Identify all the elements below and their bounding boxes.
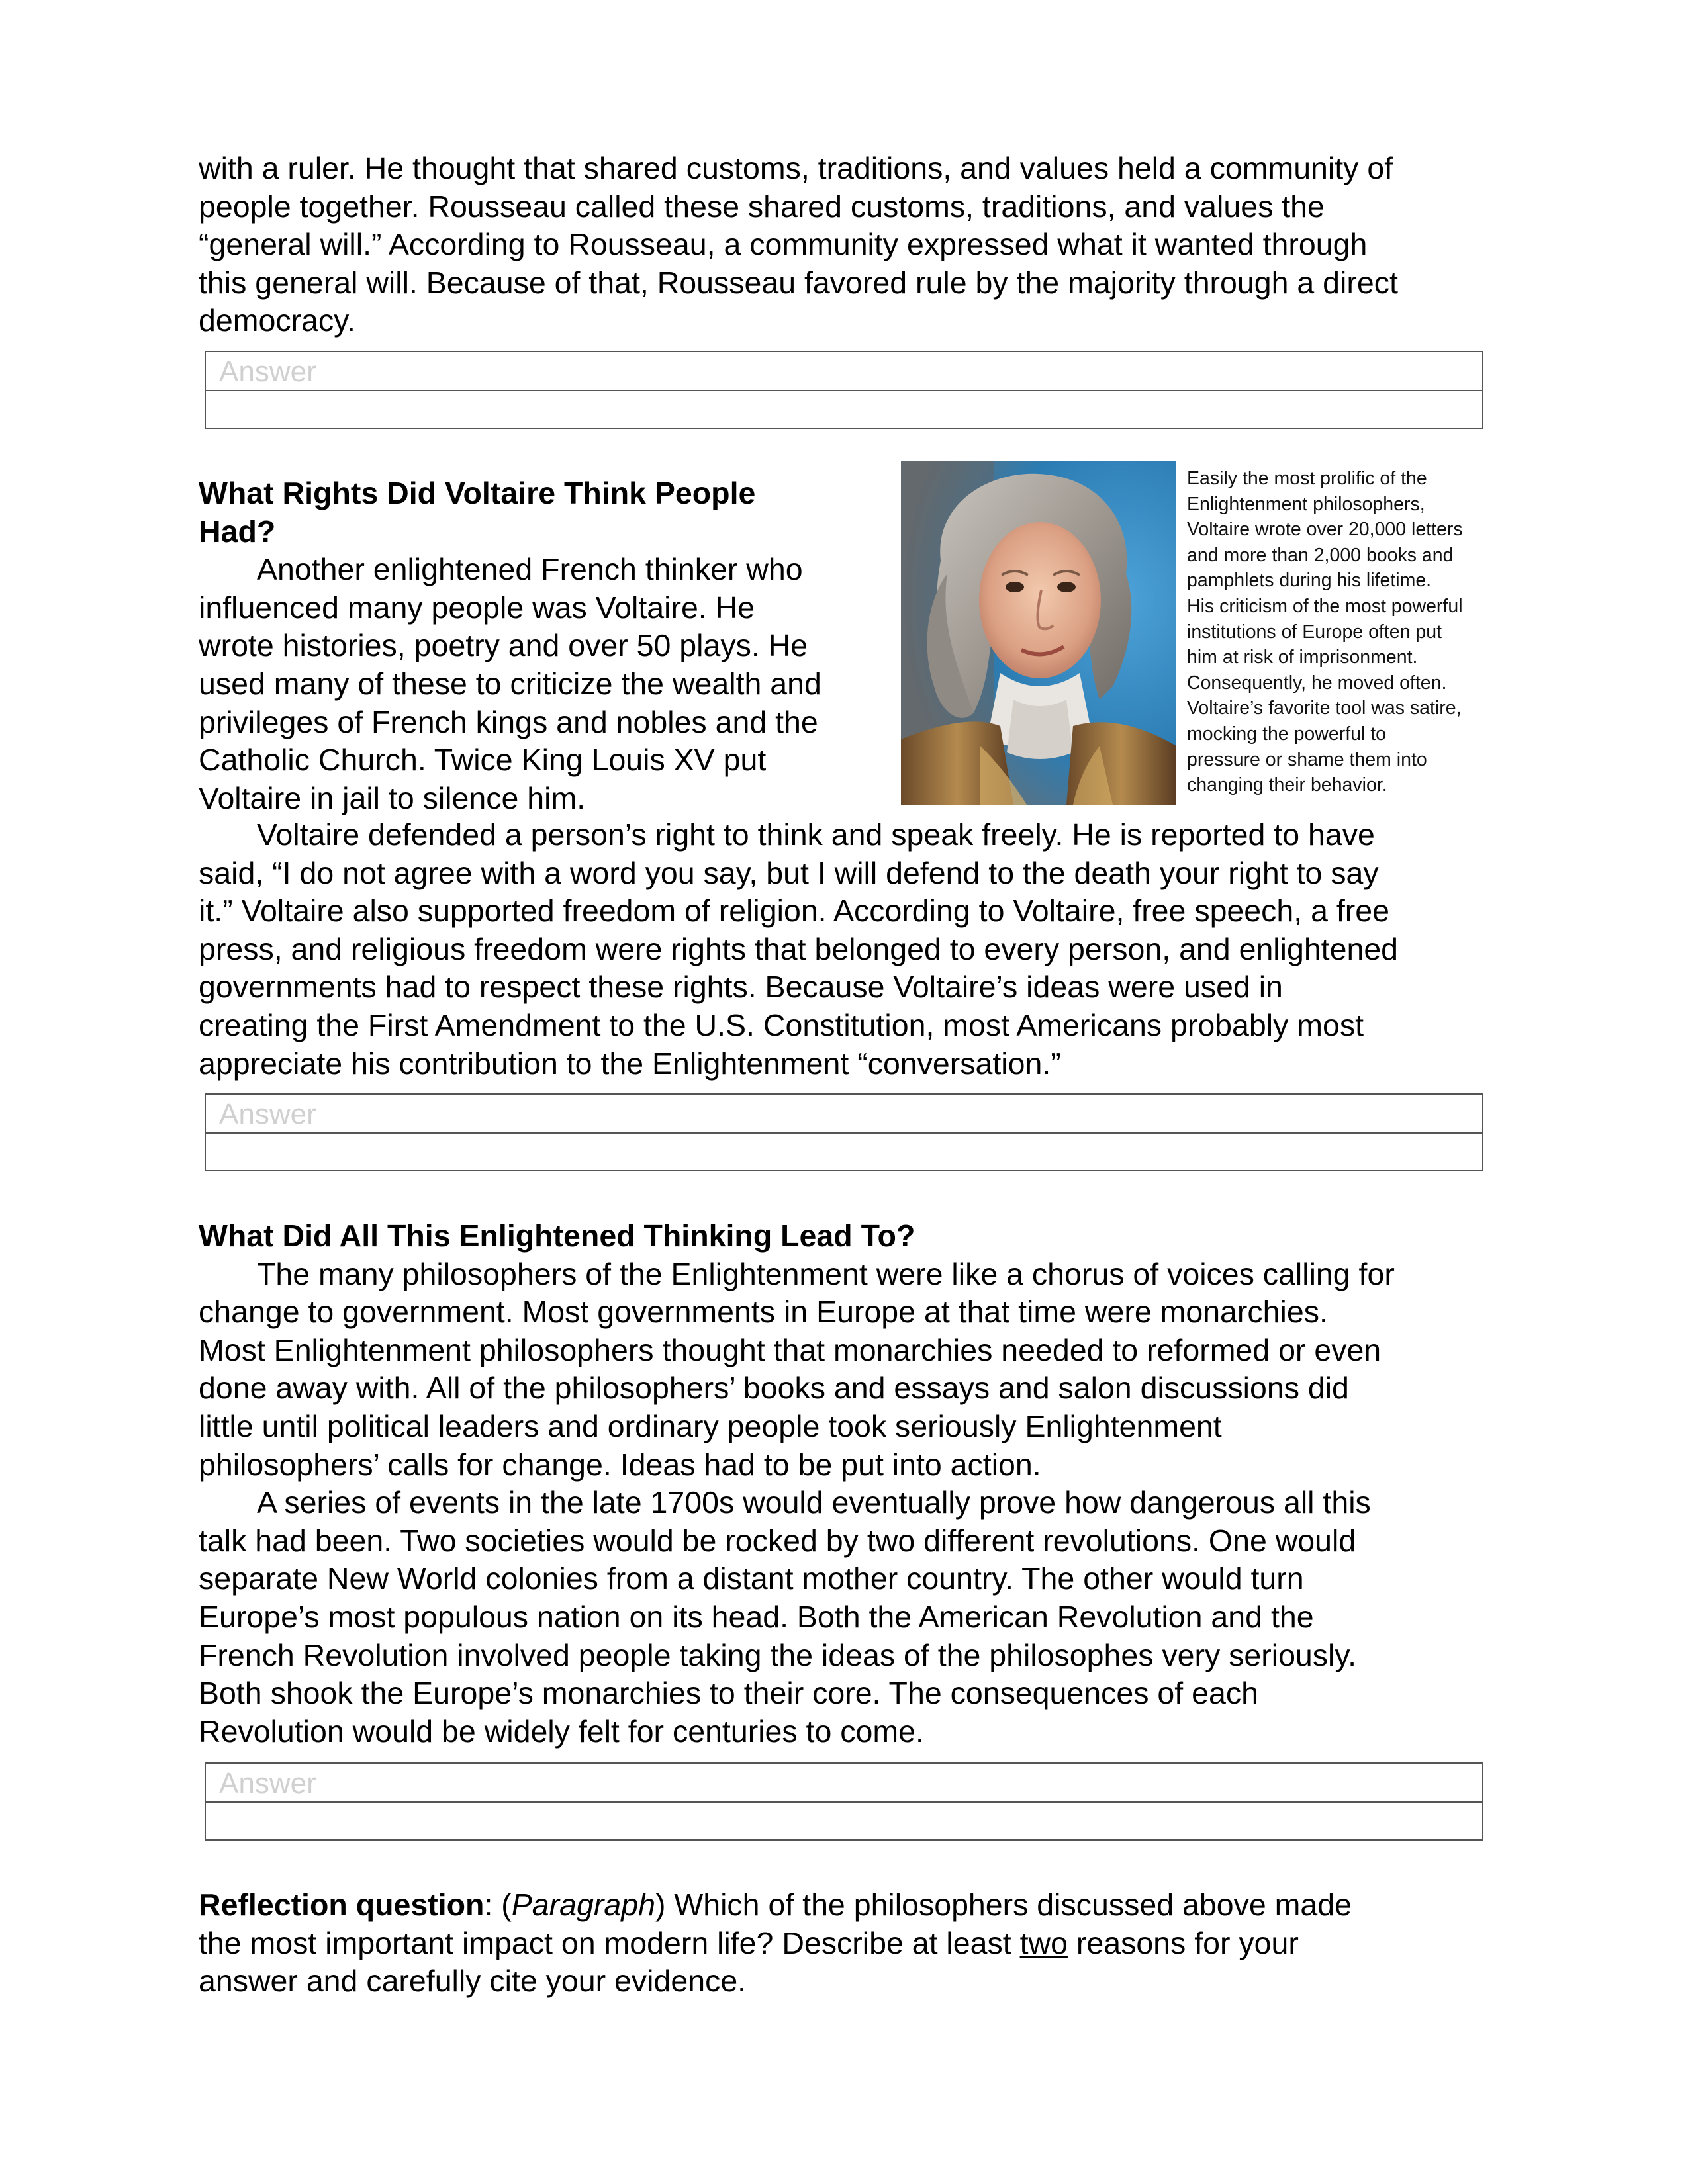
voltaire-portrait-image <box>901 461 1176 805</box>
answer-placeholder: Answer <box>219 1098 316 1130</box>
text-line: philosophers’ calls for change. Ideas had to be put into action. <box>199 1447 1041 1482</box>
text-line: with a ruler. He thought that shared customs, traditions, and values held a community of <box>199 151 1393 185</box>
answer-divider <box>206 390 1482 391</box>
text-line: this general will. Because of that, Rousseau favored rule by the majority through a direct <box>199 265 1398 300</box>
portrait-caption <box>1187 466 1511 798</box>
section-heading-voltaire: What Rights Did Voltaire Think People <box>199 476 756 510</box>
answer-placeholder: Answer <box>219 355 316 388</box>
text-line: democracy. <box>199 303 355 338</box>
text-line: wrote histories, poetry and over 50 plays. He <box>199 628 808 663</box>
caption-line: Easily the most prolific of the <box>1187 468 1427 489</box>
text-line: separate New World colonies from a distant mother country. The other would turn <box>199 1561 1304 1596</box>
text-line: talk had been. Two societies would be rocked by two different revolutions. One would <box>199 1523 1356 1558</box>
text-line: Voltaire defended a person’s right to think and speak freely. He is reported to have <box>257 817 1375 852</box>
caption-line: pamphlets during his lifetime. <box>1187 570 1432 592</box>
text-line: the most important impact on modern life? Describe at least <box>199 1925 1020 1960</box>
text-line: people together. Rousseau called these shared customs, traditions, and values the <box>199 189 1325 224</box>
text-line: said, “I do not agree with a word you say, but I will defend to the death your right to say <box>199 855 1379 890</box>
answer-divider <box>206 1801 1482 1803</box>
text-line: creating the First Amendment to the U.S. Constitution, most Americans probably most <box>199 1007 1364 1042</box>
section-heading-enlightenment: What Did All This Enlightened Thinking Lead To? <box>199 1218 915 1253</box>
text-line: French Revolution involved people taking the ideas of the philosophes very seriously. <box>199 1637 1357 1672</box>
caption-line: Enlightenment philosophers, <box>1187 493 1425 515</box>
answer-divider <box>206 1132 1482 1134</box>
text-line: reasons for your <box>1067 1925 1299 1960</box>
enlightenment-section <box>199 1217 1489 1751</box>
text-line: Another enlightened French thinker who <box>257 552 803 587</box>
rousseau-paragraph <box>199 150 1489 340</box>
caption-line: Voltaire’s favorite tool was satire, <box>1187 698 1462 719</box>
reflection-italic: Paragraph <box>511 1888 655 1922</box>
text-line: ) Which of the philosophers discussed above made <box>655 1888 1352 1922</box>
text-line: “general will.” According to Rousseau, a community expressed what it wanted through <box>199 227 1368 262</box>
underlined-word: two <box>1019 1925 1068 1960</box>
caption-line: changing their behavior. <box>1187 774 1387 796</box>
text-line: it.” Voltaire also supported freedom of religion. According to Voltaire, free speech, a free <box>199 893 1390 929</box>
answer-placeholder: Answer <box>219 1767 316 1799</box>
caption-line: and more than 2,000 books and <box>1187 544 1454 566</box>
text-line: answer and carefully cite your evidence. <box>199 1964 747 1999</box>
text-line: Europe’s most populous nation on its head. Both the American Revolution and the <box>199 1599 1314 1634</box>
text-line: Voltaire in jail to silence him. <box>199 780 586 815</box>
text-line: little until political leaders and ordinary people took seriously Enlightenment <box>199 1408 1222 1443</box>
caption-line: His criticism of the most powerful <box>1187 595 1463 617</box>
reflection-label: Reflection question <box>199 1888 485 1922</box>
reflection-question <box>199 1886 1489 2001</box>
text-line: done away with. All of the philosophers’ books and essays and salon discussions did <box>199 1371 1349 1406</box>
caption-line: pressure or shame them into <box>1187 749 1427 770</box>
caption-line: institutions of Europe often put <box>1187 621 1442 643</box>
text-line: privileges of French kings and nobles and the <box>199 704 818 739</box>
text-line: A series of events in the late 1700s would eventually prove how dangerous all this <box>257 1485 1371 1520</box>
answer-box-1[interactable] <box>205 351 1483 429</box>
voltaire-paragraph-2 <box>199 816 1489 1083</box>
text-line: influenced many people was Voltaire. He <box>199 590 755 625</box>
answer-box-2[interactable] <box>205 1093 1483 1171</box>
voltaire-section-left <box>199 475 894 817</box>
caption-line: mocking the powerful to <box>1187 723 1386 745</box>
text-line: Catholic Church. Twice King Louis XV put <box>199 743 767 778</box>
text-line: used many of these to criticize the wealth and <box>199 666 821 701</box>
text-line: appreciate his contribution to the Enlightenment “conversation.” <box>199 1046 1061 1081</box>
text-line: Revolution would be widely felt for centuries to come. <box>199 1713 924 1749</box>
text-line: Most Enlightenment philosophers thought that monarchies needed to reformed or even <box>199 1332 1382 1367</box>
text-line: The many philosophers of the Enlightenment were like a chorus of voices calling for <box>257 1256 1395 1291</box>
text-line: governments had to respect these rights. Because Voltaire’s ideas were used in <box>199 970 1283 1005</box>
reflection-colon: : ( <box>484 1888 512 1922</box>
caption-line: Consequently, he moved often. <box>1187 672 1447 694</box>
answer-box-3[interactable] <box>205 1762 1483 1841</box>
section-heading-voltaire-cont: Had? <box>199 514 276 549</box>
caption-line: him at risk of imprisonment. <box>1187 647 1418 668</box>
text-line: Both shook the Europe’s monarchies to their core. The consequences of each <box>199 1676 1258 1711</box>
caption-line: Voltaire wrote over 20,000 letters <box>1187 519 1463 541</box>
text-line: change to government. Most governments in Europe at that time were monarchies. <box>199 1295 1328 1330</box>
text-line: press, and religious freedom were rights that belonged to every person, and enlightened <box>199 931 1399 966</box>
